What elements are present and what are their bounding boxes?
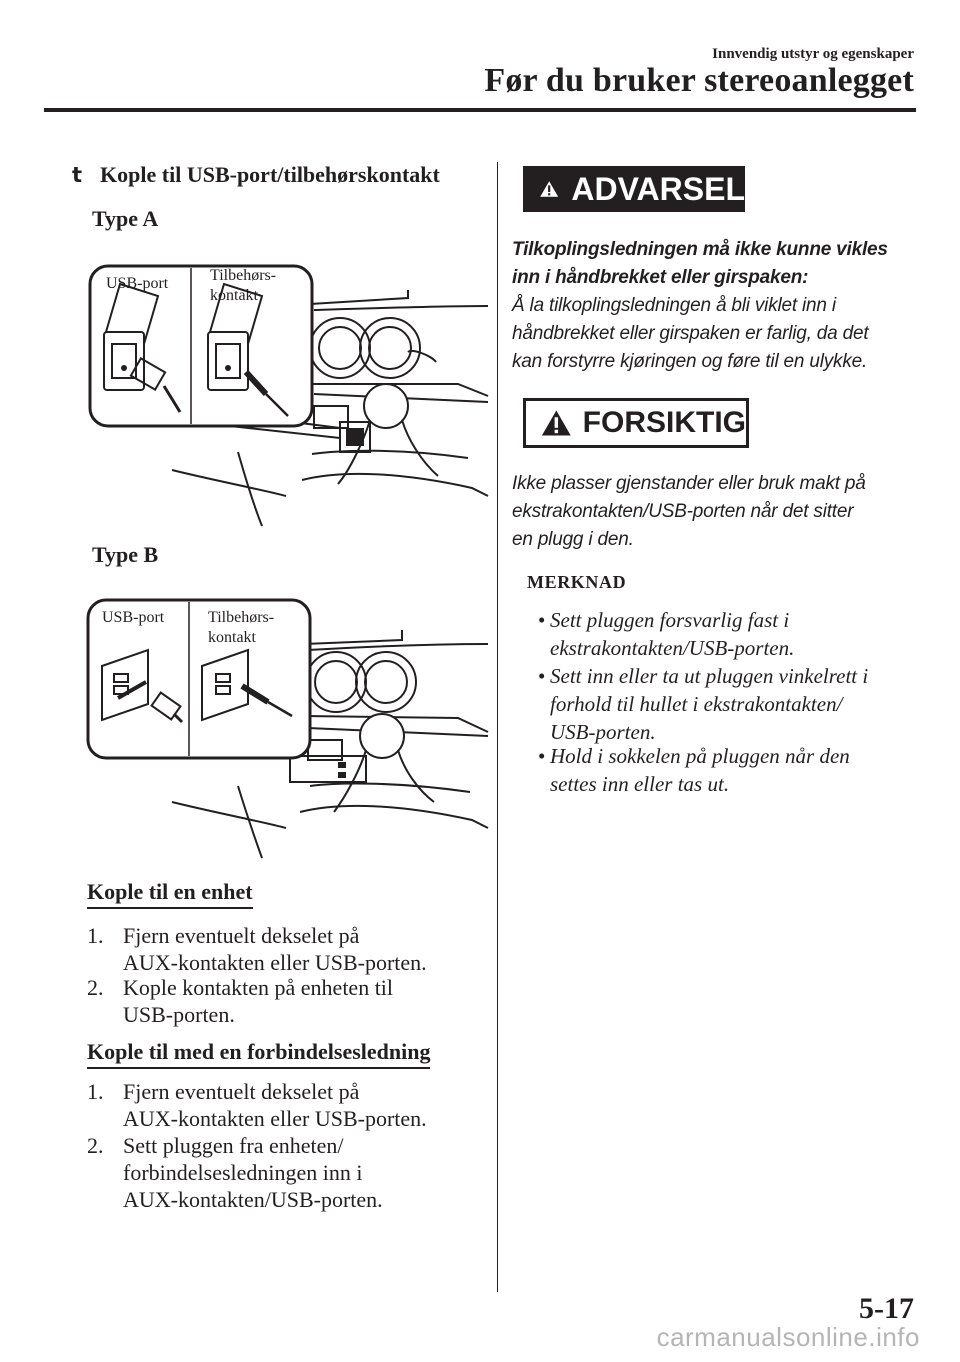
step-number: 1. <box>87 1079 104 1104</box>
type-a-illustration <box>78 244 498 534</box>
type-a-aux-callout-line1: Tilbehørs- <box>210 267 277 284</box>
warning-bold-line1: Tilkoplingsledningen må ikke kunne vikles <box>512 239 888 260</box>
caution-text-line3: en plugg i den. <box>512 529 634 550</box>
cable-heading: Kople til med en forbindelsesledning <box>87 1038 430 1069</box>
note-line: Sett inn eller ta ut pluggen vinkelrett i <box>550 664 869 688</box>
warning-bold-line2: inn i håndbrekket eller girspaken: <box>512 267 809 288</box>
type-a-label: Type A <box>92 206 159 231</box>
warning-triangle-icon <box>539 174 559 204</box>
caution-text-line1: Ikke plasser gjenstander eller bruk makt på <box>512 473 866 494</box>
note-heading: MERKNAD <box>527 572 627 592</box>
type-b-label: Type B <box>92 542 159 567</box>
step-number: 1. <box>87 923 104 948</box>
bullet: • <box>538 608 546 632</box>
step-number: 2. <box>87 975 104 1000</box>
note-line: ekstrakontakten/USB-porten. <box>550 636 795 660</box>
caution-text-line2: ekstrakontakten/USB-porten når det sitter <box>512 501 854 522</box>
device-heading: Kople til en enhet <box>87 878 253 909</box>
section-title: Kople til USB-port/tilbehørskontakt <box>100 162 440 187</box>
bullet: • <box>538 664 546 688</box>
warning-text-line1: Å la tilkoplingsledningen å bli viklet inn i <box>512 295 836 316</box>
step-text-line1: Fjern eventuelt dekselet på <box>123 1079 360 1104</box>
step-text-line2: USB-porten. <box>123 1002 235 1027</box>
chapter-subtitle: Innvendig utstyr og egenskaper <box>712 46 914 62</box>
section-marker: t <box>72 163 83 187</box>
note-line: settes inn eller tas ut. <box>550 772 730 796</box>
step-text-line1: Sett pluggen fra enheten/ <box>123 1133 344 1158</box>
note-line: USB-porten. <box>550 720 656 744</box>
type-b-illustration <box>78 586 498 866</box>
bullet: • <box>538 744 546 768</box>
note-line: Hold i sokkelen på pluggen når den <box>550 744 850 768</box>
page-title: Før du bruker stereoanlegget <box>484 62 914 99</box>
step-text-line1: Kople kontakten på enheten til <box>123 975 394 1000</box>
caution-banner <box>523 398 749 448</box>
caution-label: FORSIKTIG <box>582 406 746 439</box>
note-item-1 <box>538 606 898 662</box>
note-item-2 <box>538 662 898 746</box>
type-b-aux-callout-line1: Tilbehørs- <box>208 609 275 626</box>
type-a-usb-callout: USB-port <box>106 275 169 292</box>
type-b-aux-callout-line2: kontakt <box>208 629 256 646</box>
step-text-line3: AUX-kontakten/USB-porten. <box>123 1187 383 1212</box>
note-item-3 <box>538 742 898 798</box>
watermark: carmanualsonline.info <box>656 1322 920 1352</box>
step-number: 2. <box>87 1133 104 1158</box>
header-rule <box>44 108 916 112</box>
type-a-aux-callout-line2: kontakt <box>210 287 258 304</box>
page-number: 5-17 <box>859 1292 914 1325</box>
step-text-line2: AUX-kontakten eller USB-porten. <box>123 1106 427 1131</box>
warning-text-line3: kan forstyrre kjøringen og føre til en ulykke. <box>512 351 868 372</box>
warning-label: ADVARSEL <box>571 170 745 207</box>
warning-banner <box>523 166 745 212</box>
warning-text-line2: håndbrekket eller girspaken er farlig, da det <box>512 323 869 344</box>
note-line: Sett pluggen forsvarlig fast i <box>550 608 790 632</box>
section-heading <box>72 162 440 188</box>
note-line: forhold til hullet i ekstrakontakten/ <box>550 692 843 716</box>
step-text-line2: AUX-kontakten eller USB-porten. <box>123 950 427 975</box>
type-b-usb-callout: USB-port <box>102 609 165 626</box>
step-text-line1: Fjern eventuelt dekselet på <box>123 923 360 948</box>
caution-triangle-icon <box>540 408 573 438</box>
step-text-line2: forbindelsesledningen inn i <box>123 1160 363 1185</box>
